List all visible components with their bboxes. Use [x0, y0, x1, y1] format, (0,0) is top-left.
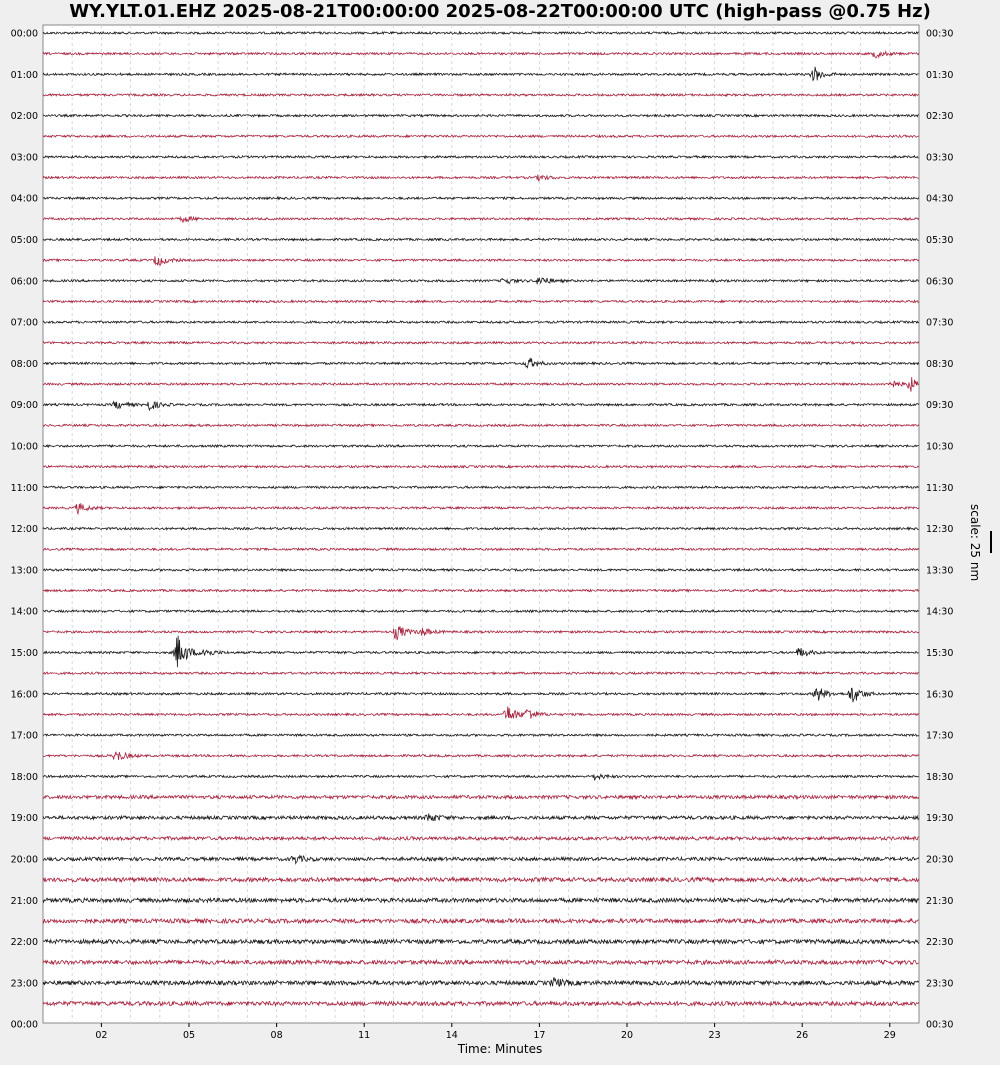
right-time-label: 07:30	[926, 317, 954, 329]
left-time-label: 08:00	[10, 358, 38, 370]
left-time-label: 01:00	[10, 69, 38, 81]
right-time-label: 13:30	[926, 565, 954, 577]
right-time-label: 02:30	[926, 111, 954, 123]
left-time-label: 05:00	[10, 235, 38, 246]
right-time-label: 21:30	[926, 895, 954, 907]
x-tick-label: 11	[358, 1030, 371, 1041]
right-time-label: 19:30	[926, 813, 954, 825]
scale-indicator	[966, 504, 986, 594]
right-time-label: 03:30	[926, 152, 954, 164]
left-time-label: 07:00	[10, 317, 38, 329]
right-time-label: 01:30	[926, 69, 954, 81]
right-time-label: 14:30	[926, 606, 954, 618]
x-tick-label: 05	[182, 1030, 196, 1041]
left-time-label: 14:00	[10, 606, 38, 618]
x-tick-label: 29	[883, 1030, 896, 1041]
right-time-label: 15:30	[926, 648, 954, 659]
left-time-label: 19:00	[10, 813, 38, 825]
left-time-label: 16:00	[10, 689, 38, 701]
left-time-label: 23:00	[10, 978, 38, 990]
left-time-label: 17:00	[10, 730, 38, 742]
left-time-label: 11:00	[10, 482, 38, 494]
right-time-label: 12:30	[926, 524, 954, 536]
right-time-label: 10:30	[926, 441, 954, 453]
scale-bar	[990, 531, 992, 553]
right-time-label: 23:30	[926, 978, 954, 990]
x-axis-label: Time: Minutes	[457, 1042, 543, 1056]
right-time-label: 00:30	[926, 28, 954, 40]
right-time-label: 08:30	[926, 358, 954, 370]
left-time-label: 06:00	[10, 276, 38, 288]
right-time-label: 16:30	[926, 689, 954, 701]
scale-label: scale: 25 nm	[968, 504, 982, 582]
left-time-label: 00:00	[10, 28, 38, 40]
left-time-label: 18:00	[10, 771, 38, 783]
x-tick-label: 14	[445, 1030, 458, 1041]
left-time-label: 09:00	[10, 400, 38, 412]
left-time-label: 22:00	[10, 937, 38, 949]
left-time-label: 00:00	[10, 1019, 38, 1031]
right-time-label: 04:30	[926, 193, 954, 205]
x-tick-label: 08	[270, 1030, 283, 1041]
right-time-label: 18:30	[926, 771, 954, 783]
left-time-label: 03:00	[10, 152, 38, 164]
x-tick-label: 23	[708, 1030, 721, 1041]
right-time-label: 06:30	[926, 276, 954, 288]
left-time-label: 10:00	[10, 441, 38, 453]
left-time-label: 15:00	[10, 648, 38, 659]
right-time-label: 20:30	[926, 854, 954, 866]
left-time-labels	[11, 29, 38, 1031]
right-time-label: 17:30	[926, 730, 954, 742]
x-tick-label: 26	[796, 1030, 809, 1041]
x-tick-label: 02	[95, 1030, 108, 1041]
left-time-label: 12:00	[10, 524, 38, 536]
left-time-label: 20:00	[10, 854, 38, 866]
right-time-label: 00:30	[926, 1019, 954, 1031]
right-time-label: 05:30	[926, 235, 954, 246]
left-time-label: 02:00	[10, 111, 38, 123]
x-ticks	[95, 1023, 895, 1041]
left-time-label: 21:00	[10, 895, 38, 907]
right-time-labels	[926, 29, 953, 1031]
right-time-label: 22:30	[926, 937, 954, 949]
left-time-label: 04:00	[10, 193, 38, 205]
x-tick-label: 20	[620, 1030, 634, 1041]
left-time-label: 13:00	[10, 565, 38, 577]
x-tick-label: 17	[533, 1030, 546, 1041]
right-time-label: 11:30	[926, 482, 954, 494]
chart-title: WY.YLT.01.EHZ 2025-08-21T00:00:00 2025-08-22T00:00:00 UTC (high-pass @0.75 Hz)	[69, 1, 931, 22]
right-time-label: 09:30	[926, 400, 954, 412]
